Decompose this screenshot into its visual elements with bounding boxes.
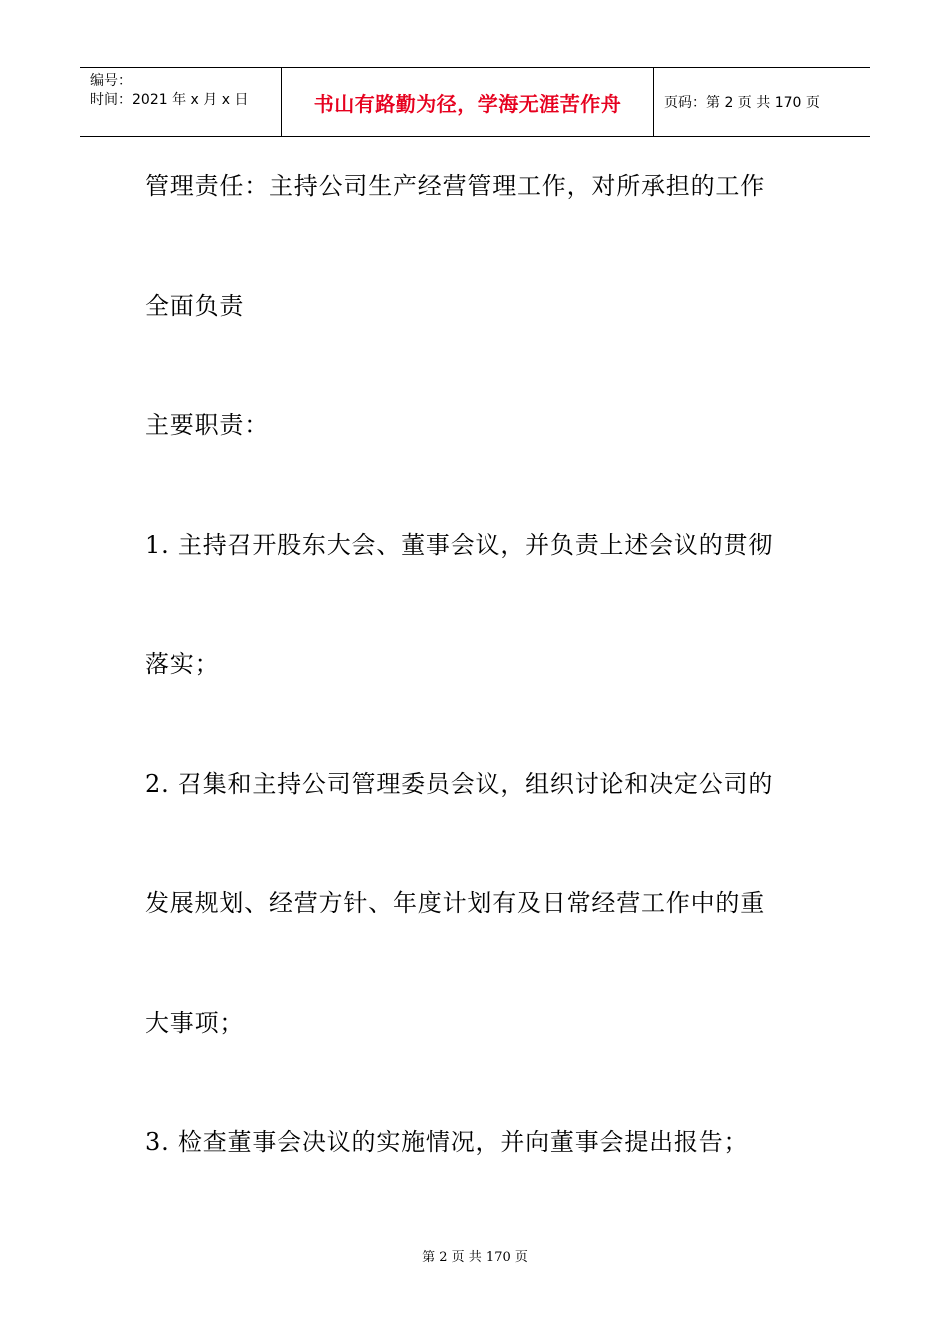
document-body bbox=[145, 160, 825, 1236]
body-line: 落实； bbox=[145, 650, 220, 678]
body-line: 大事项； bbox=[145, 1008, 245, 1037]
document-date: 时间：2021 年 x 月 x 日 bbox=[90, 92, 249, 108]
page-footer: 第 2 页 共 170 页 bbox=[422, 1250, 528, 1265]
header-page-info: 页码：第 2 页 共 170 页 bbox=[664, 95, 820, 111]
body-line: 3. 检查董事会决议的实施情况，并向董事会提出报告； bbox=[145, 1128, 749, 1156]
page-header bbox=[80, 67, 870, 137]
body-line: 全面负责 bbox=[145, 291, 245, 320]
body-line: 管理责任：主持公司生产经营管理工作，对所承担的工作 bbox=[145, 172, 765, 200]
header-motto: 书山有路勤为径，学海无涯苦作舟 bbox=[281, 68, 654, 136]
document-number-label: 编号： bbox=[90, 73, 132, 89]
header-meta bbox=[80, 68, 281, 136]
section-heading: 主要职责： bbox=[145, 411, 269, 439]
body-line: 发展规划、经营方针、年度计划有及日常经营工作中的重 bbox=[145, 889, 765, 917]
body-line: 2. 召集和主持公司管理委员会议，组织讨论和决定公司的 bbox=[145, 769, 774, 798]
body-line: 1. 主持召开股东大会、董事会议，并负责上述会议的贯彻 bbox=[145, 530, 774, 559]
